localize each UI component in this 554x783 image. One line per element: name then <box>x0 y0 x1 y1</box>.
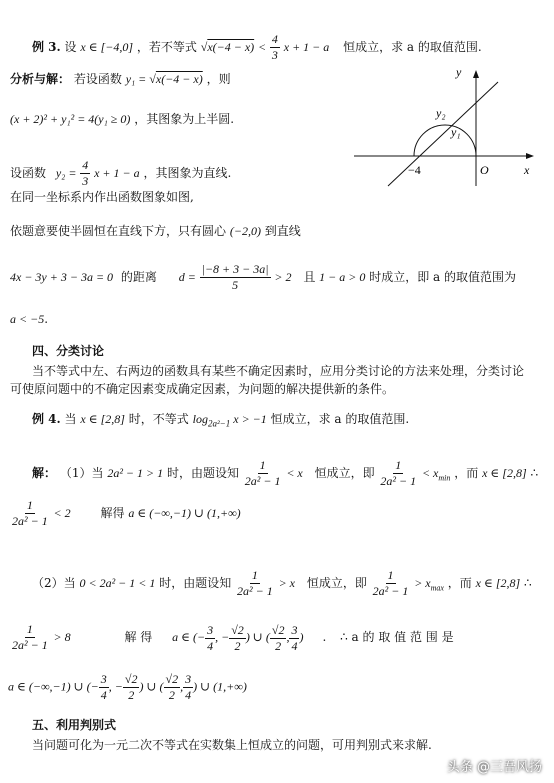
dist-pre: 的距离 <box>120 270 157 284</box>
section4-p2: 可使原问题中的不确定因素变成确定因素，为问题的解决提供新的条件。 <box>10 382 395 396</box>
c2-dot: . <box>322 630 327 644</box>
c2-sol-b: 3 <box>207 622 214 637</box>
c2-xmax-sub: max <box>430 583 444 593</box>
final-l: 4 <box>185 688 192 702</box>
c2-sol-m: ) <box>299 630 304 644</box>
analysis-y1-sqrt-arg: x(−4 − x) <box>155 72 203 86</box>
analysis-line4: 在同一坐标系内作出函数图象如图, <box>10 190 194 204</box>
c1-sol: a ∈ (−∞,−1) ∪ (1,+∞) <box>128 506 241 520</box>
ex3-line <box>32 32 482 63</box>
c2-frac2 <box>371 568 411 599</box>
ex3-cond: x ∈ [−4,0] <box>80 40 134 54</box>
c1-xmin-text: < x <box>421 466 439 480</box>
y2-text: ，其图象为直线. <box>143 166 232 180</box>
c2-sol-f: 2 <box>234 638 241 653</box>
ex4-log <box>192 412 267 429</box>
c2-xmax <box>414 576 444 593</box>
sol-c2-cond: 0 < 2a² − 1 < 1 <box>79 576 156 590</box>
c2-sol-h: √2 <box>271 622 285 637</box>
c2-frac2-den: 2a² − 1 <box>372 584 409 598</box>
final-h: √2 <box>165 672 179 686</box>
y1-curve-label: y₁ <box>451 125 461 139</box>
analysis-line3 <box>10 158 231 189</box>
d-gt: > 2 <box>274 270 292 284</box>
final-a: a ∈ (−∞,−1) ∪ (− <box>8 679 99 694</box>
analysis-label: 分析与解： <box>10 72 71 86</box>
watermark: 头条 @三吾风扬 <box>446 760 542 775</box>
c1-frac <box>243 458 283 489</box>
ex4-log-base: 2a²−1 <box>207 418 231 429</box>
c2-sol-l: 4 <box>291 638 298 653</box>
c1-res-rhs: < 2 <box>53 506 71 520</box>
and-text: 且 <box>303 270 316 284</box>
final-b: 3 <box>100 672 107 686</box>
c2-hold: 恒成立，即 <box>306 576 367 590</box>
d-frac <box>200 262 271 293</box>
y2-frac-den: 3 <box>82 174 89 188</box>
y2-frac-num: 4 <box>82 158 89 172</box>
c1-frac2-num: 1 <box>395 458 402 472</box>
c2-range-text: ∴ a 的 取 值 范 围 是 <box>340 630 454 644</box>
c2-frac-num: 1 <box>251 568 258 582</box>
y2-curve-label: y₂ <box>436 106 446 120</box>
c2-frac2-num: 1 <box>387 568 394 582</box>
final-g: ) ∪ ( <box>139 679 164 694</box>
ex3-lead: 设 <box>64 40 77 54</box>
c2-sol-i: 2 <box>275 638 282 653</box>
sol-c1-cond: 2a² − 1 > 1 <box>107 466 164 480</box>
analysis-text1-end: ，则 <box>206 72 231 86</box>
section5-p1: 当问题可化为一元二次不等式在实数集上恒成立的问题，可用判别式来求解. <box>32 738 432 752</box>
analysis-line6 <box>10 262 516 293</box>
cond2: 1 − a > 0 <box>319 270 366 284</box>
c1-frac2 <box>378 458 418 489</box>
ex4-label: 例 4. <box>32 412 61 426</box>
c1-hold: 恒成立，即 <box>314 466 375 480</box>
c2-sol-c: 4 <box>207 638 214 653</box>
d-frac-num: |−8 + 3 − 3a| <box>201 262 269 276</box>
c1-lt-x: < x <box>286 466 303 480</box>
c1-res-frac <box>10 498 50 529</box>
analysis-line2 <box>10 110 234 127</box>
c1-frac-num: 1 <box>259 458 266 472</box>
c2-therefore: ∴ <box>524 576 532 590</box>
sol-case2-line <box>32 568 532 599</box>
line-eq: 4x − 3y + 3 − 3a = 0 <box>10 270 114 284</box>
final-result <box>8 672 247 703</box>
c2-while: ，而 <box>447 576 472 590</box>
y-axis-label: y <box>456 65 462 79</box>
c1-therefore: ∴ <box>530 466 539 480</box>
analysis-line1 <box>10 70 231 87</box>
sol-c2-mid: 时，由题设知 <box>159 576 232 590</box>
final-c: 4 <box>100 688 107 702</box>
sol-case1-line <box>32 458 538 489</box>
ex3-mid: ，若不等式 <box>136 40 197 54</box>
c1-xmin <box>421 466 451 483</box>
c2-sol-g: ) ∪ ( <box>245 630 270 644</box>
ex3-label: 例 3. <box>32 40 61 54</box>
result-text: 时成立，即 a 的取值范围为 <box>369 270 516 284</box>
ex4-log-fn: log <box>192 412 208 426</box>
d-frac-den: 5 <box>232 278 239 292</box>
c2-sol <box>172 622 306 653</box>
circle-center: (−2,0) <box>229 224 261 238</box>
final-j: , <box>180 679 184 694</box>
section4-title: 四、分类讨论 <box>32 344 105 358</box>
c2-xmax-text: > x <box>414 576 431 590</box>
c2-res-frac-den: 2a² − 1 <box>12 638 48 652</box>
c1-res-frac-den: 2a² − 1 <box>12 514 48 528</box>
c1-cond-x: x ∈ [2,8] <box>482 466 527 480</box>
c2-sol-j: , <box>286 630 290 644</box>
c2-res-frac <box>10 622 50 653</box>
ex3-frac-num: 4 <box>271 32 278 46</box>
y-axis-arrow <box>473 70 479 78</box>
ex3-lt: < <box>257 40 267 54</box>
ex4-cond: x ∈ [2,8] <box>80 412 125 426</box>
ex3-sqrt-arg: x(−4 − x) <box>207 40 255 54</box>
result-end: . <box>44 312 49 326</box>
ex4-log-tail: x > −1 <box>233 412 267 426</box>
ex4-mid: 时，不等式 <box>128 412 189 426</box>
circle-eq: (x + 2)² + y₁² = 4(y₁ ≥ 0) <box>10 112 131 126</box>
final-e: √2 <box>124 672 138 686</box>
c2-frac-den: 2a² − 1 <box>237 584 273 598</box>
c2-sol-k: 3 <box>291 622 298 637</box>
final-k: 3 <box>185 672 192 686</box>
section5-title: 五、利用判别式 <box>32 718 117 732</box>
c1-sol-pre: 解得 <box>100 506 125 520</box>
final-i: 2 <box>168 688 175 702</box>
section4-p1: 当不等式中左、右两边的函数具有某些不确定因素时，应用分类讨论的方法来处理，分类讨论 <box>32 364 525 378</box>
sol-c1-mid: 时，由题设知 <box>166 466 239 480</box>
analysis-result <box>10 312 48 327</box>
line5-a: 依题意要使半圆恒在直线下方，只有圆心 <box>10 224 227 238</box>
sol-case1-result <box>10 498 241 529</box>
c2-sol-e: √2 <box>231 622 244 637</box>
sol-c1: （1）当 <box>59 466 104 480</box>
minus4-label: −4 <box>408 163 421 177</box>
c1-frac-den: 2a² − 1 <box>244 474 281 488</box>
result-value: a < −5 <box>10 312 45 326</box>
final-d: , − <box>108 679 123 694</box>
c1-res-frac-num: 1 <box>26 498 33 512</box>
c1-while: ，而 <box>454 466 479 480</box>
final-m: ) ∪ (1,+∞) <box>193 679 247 694</box>
y2-eq: y₂ = <box>55 166 77 180</box>
analysis-y1-eq: y₁ = <box>125 72 150 86</box>
sol-c2: （2）当 <box>32 576 76 590</box>
c2-gt-x: > x <box>278 576 295 590</box>
analysis-y1-sqrt: √x(−4 − x) <box>149 72 203 86</box>
analysis-text1: 若设函数 <box>73 72 122 86</box>
graph-figure <box>352 60 542 190</box>
origin-label: O <box>480 163 489 177</box>
ex4-line <box>32 410 409 428</box>
sol-label: 解： <box>32 466 57 480</box>
c2-sol-a: a ∈ (− <box>172 630 206 644</box>
analysis-line5 <box>10 222 301 239</box>
ex4-lead: 当 <box>64 412 77 426</box>
c2-res-frac-num: 1 <box>26 622 33 636</box>
c2-sol-pre: 解 得 <box>124 630 153 644</box>
sol-case2-result <box>10 622 454 654</box>
d-eq: d = <box>178 270 196 284</box>
x-axis-label: x <box>524 163 530 177</box>
ex3-sqrt: √x(−4 − x) <box>200 40 255 54</box>
semicircle-y1 <box>414 125 476 156</box>
ex4-tail: 恒成立，求 a 的取值范围. <box>270 412 410 426</box>
c2-frac <box>235 568 275 599</box>
ex3-ineq-tail: x + 1 − a <box>283 40 330 54</box>
y2-frac <box>80 158 90 189</box>
ex3-frac-den: 3 <box>271 48 278 62</box>
line5-b: 到直线 <box>264 224 301 238</box>
circle-text: ，其图象为上半圆. <box>134 112 235 126</box>
c2-res-rhs: > 8 <box>53 630 71 644</box>
ex3-tail: 恒成立，求 a 的取值范围. <box>343 40 482 54</box>
y2-pre: 设函数 <box>10 166 47 180</box>
c2-cond-x: x ∈ [2,8] <box>475 576 521 590</box>
ex3-frac <box>270 32 280 63</box>
final-f: 2 <box>128 688 135 702</box>
c1-xmin-sub: min <box>438 473 451 483</box>
y2-tail: x + 1 − a <box>94 166 140 180</box>
c2-sol-d: , − <box>215 630 230 644</box>
c1-frac2-den: 2a² − 1 <box>380 474 417 488</box>
x-axis-arrow <box>526 153 534 159</box>
